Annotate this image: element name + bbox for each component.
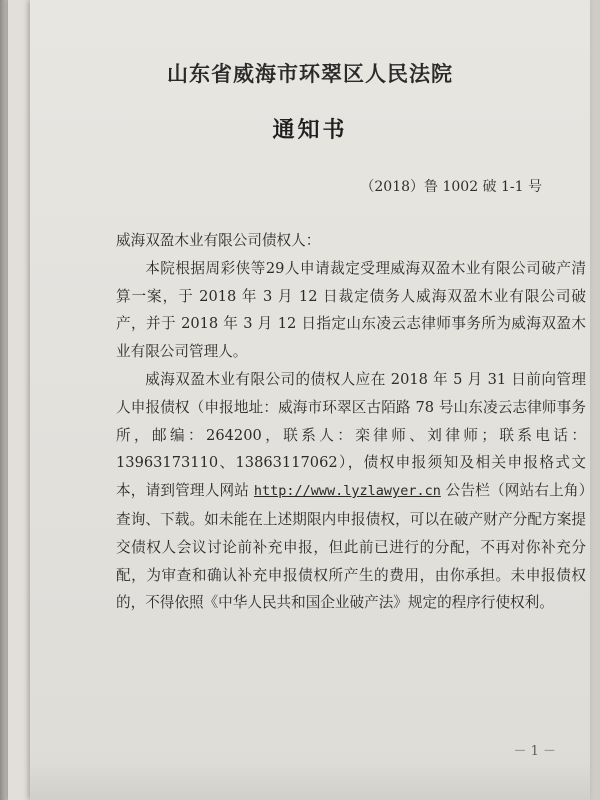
document-page: [30, 0, 590, 800]
paragraph-acceptance: 本院根据周彩侠等29人申请裁定受理威海双盈木业有限公司破产清算一案，于 2018 年 3 月 12 日裁定债务人威海双盈木业有限公司破产，并于 2018 年 3 月 12 日指定山东凌云志律师事务所为威海双盈木业有限公司管理人。: [116, 259, 586, 361]
page-number: － 1 －: [513, 744, 556, 759]
claim-filing-text-continued: 公告栏（网站右上角）查询、下载。如未能在上述期限内申报债权，可以在破产财产分配方案提交债权人会议讨论前补充申报，但此前已进行的分配，不再对你补充分配，为审查和确认补充申报债权所产生的费用，由你承担。未申报债权的，不得依照《中华人民共和国企业破产法》规定的程序行使权利。: [116, 482, 587, 612]
document-title: 通知书: [272, 118, 348, 143]
case-number: （2018）鲁 1002 破 1-1 号: [360, 179, 542, 195]
salutation: 威海双盈木业有限公司债权人：: [116, 232, 321, 249]
document-body: [116, 227, 586, 617]
website-link[interactable]: http://www.lyzlawyer.cn: [253, 483, 441, 500]
claim-filing-text: 威海双盈木业有限公司的债权人应在 2018 年 5 月 31 日前向管理人申报债权（申报地址：威海市环翠区古陌路 78 号山东凌云志律师事务所，邮编：264200，联系人：栾律师、刘律师；联系电话：13963173110、13863117062），债权申报须知及相关申报格式文本，请到管理人网站: [116, 370, 586, 500]
court-name: 山东省威海市环翠区人民法院: [167, 61, 453, 86]
paragraph-claim-filing: [116, 366, 586, 617]
